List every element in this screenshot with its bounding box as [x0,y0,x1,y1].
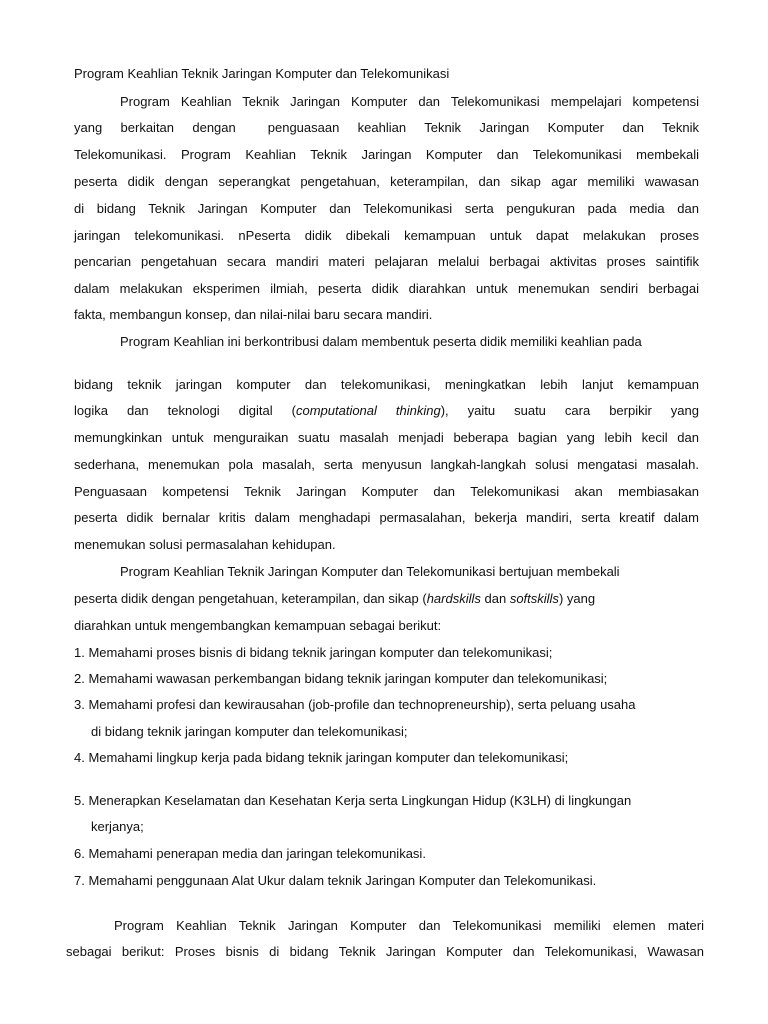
paragraph-1-line-2: yang berkaitan dengan penguasaan keahlian Teknik Jaringan Komputer dan Teknik [74,120,699,135]
paragraph-2-line-4: memungkinkan untuk menguraikan suatu masalah menjadi beberapa bagian yang lebih kecil dan [74,430,699,445]
list-item-6: 6. Memahami penerapan media dan jaringan telekomunikasi. [74,846,426,861]
paragraph-2-line-7: peserta didik bernalar kritis dalam menghadapi permasalahan, bekerja mandiri, serta kreatif dalam [74,510,699,525]
paragraph-2-line-1: Program Keahlian ini berkontribusi dalam membentuk peserta didik memiliki keahlian pada [120,334,642,349]
list-item-4: 4. Memahami lingkup kerja pada bidang teknik jaringan komputer dan telekomunikasi; [74,750,569,765]
paragraph-1-line-8: dalam melakukan eksperimen ilmiah, peserta didik diarahkan untuk menemukan sendiri berbagai [74,281,699,296]
list-item-3: 3. Memahami profesi dan kewirausahan (job-profile dan technopreneurship), serta peluang usaha [74,697,636,712]
paragraph-2-line-6: Penguasaan kompetensi Teknik Jaringan Komputer dan Telekomunikasi akan membiasakan [74,484,699,499]
paragraph-1-line-3: Telekomunikasi. Program Keahlian Teknik Jaringan Komputer dan Telekomunikasi membekali [74,147,699,162]
paragraph-1-line-9: fakta, membangun konsep, dan nilai-nilai baru secara mandiri. [74,307,433,322]
paragraph-2-line-5: sederhana, menemukan pola masalah, serta menyusun langkah-langkah solusi mengatasi masalah. [74,457,699,472]
paragraph-3-line-2: peserta didik dengan pengetahuan, keterampilan, dan sikap (hardskills dan softskills) yang [74,591,596,606]
paragraph-2-line-8: menemukan solusi permasalahan kehidupan. [74,537,336,552]
paragraph-2-line-3: logika dan teknologi digital (computational thinking), yaitu suatu cara berpikir yang [74,403,699,418]
paragraph-1-line-5: di bidang Teknik Jaringan Komputer dan Telekomunikasi serta pengukuran pada media dan [74,201,699,216]
paragraph-1-line-7: pencarian pengetahuan secara mandiri materi pelajaran melalui berbagai aktivitas proses saintifik [74,254,699,269]
paragraph-3-line-1: Program Keahlian Teknik Jaringan Komputer dan Telekomunikasi bertujuan membekali [120,564,620,579]
list-item-5-continued: kerjanya; [91,819,144,834]
list-item-2: 2. Memahami wawasan perkembangan bidang teknik jaringan komputer dan telekomunikasi; [74,671,608,686]
paragraph-2-line-2: bidang teknik jaringan komputer dan telekomunikasi, meningkatkan lebih lanjut kemampuan [74,377,699,392]
section-title: Program Keahlian Teknik Jaringan Komputer dan Telekomunikasi [74,66,450,81]
list-item-7: 7. Memahami penggunaan Alat Ukur dalam teknik Jaringan Komputer dan Telekomunikasi. [74,873,597,888]
paragraph-4-line-1: Program Keahlian Teknik Jaringan Komputer dan Telekomunikasi memiliki elemen materi [114,918,704,933]
paragraph-3-line-3: diarahkan untuk mengembangkan kemampuan sebagai berikut: [74,618,442,633]
paragraph-1-line-4: peserta didik dengan seperangkat pengetahuan, keterampilan, dan sikap agar memiliki wawasan [74,174,699,189]
list-item-3-continued: di bidang teknik jaringan komputer dan telekomunikasi; [91,724,408,739]
paragraph-1-line-6: jaringan telekomunikasi. nPeserta didik dibekali kemampuan untuk dapat melakukan proses [74,228,699,243]
list-item-1: 1. Memahami proses bisnis di bidang teknik jaringan komputer dan telekomunikasi; [74,645,553,660]
list-item-5: 5. Menerapkan Keselamatan dan Kesehatan Kerja serta Lingkungan Hidup (K3LH) di lingkungan [74,793,632,808]
paragraph-4-line-2: sebagai berikut: Proses bisnis di bidang Teknik Jaringan Komputer dan Telekomunikasi, Wawasan [66,944,704,959]
paragraph-1-line-1: Program Keahlian Teknik Jaringan Komputer dan Telekomunikasi mempelajari kompetensi [120,94,699,109]
